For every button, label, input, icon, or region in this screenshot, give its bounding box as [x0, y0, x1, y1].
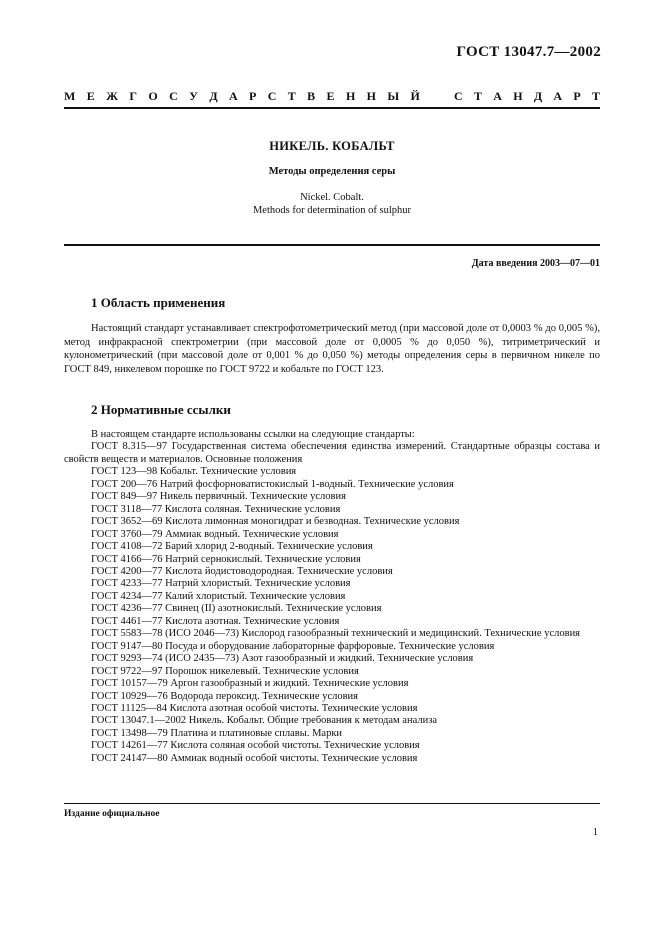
reference-item: ГОСТ 5583—78 (ИСО 2046—73) Кислород газообразный технический и медицинский. Технические условия	[91, 628, 581, 640]
reference-item: ГОСТ 10929—76 Водорода пероксид. Технические условия	[91, 690, 358, 702]
reference-item: ГОСТ 9293—74 (ИСО 2435—73) Азот газообразный и жидкий. Технические условия	[91, 653, 474, 665]
reference-item: ГОСТ 14261—77 Кислота соляная особой чистоты. Технические условия	[91, 740, 420, 752]
section-2-heading: 2 Нормативные ссылки	[91, 402, 231, 417]
section-1-paragraph	[64, 322, 600, 376]
reference-item: ГОСТ 4233—77 Натрий хлористый. Технические условия	[91, 578, 351, 590]
references-intro: В настоящем стандарте использованы ссылки на следующие стандарты:	[91, 429, 415, 440]
reference-item: ГОСТ 4234—77 Калий хлористый. Технические условия	[91, 590, 346, 602]
standard-type-word-2: С Т А Н Д А Р Т	[454, 89, 600, 103]
title-rule	[64, 244, 600, 246]
document-subtitle: Методы определения серы	[268, 166, 396, 177]
reference-item: ГОСТ 3652—69 Кислота лимонная моногидрат и безводная. Технические условия	[91, 516, 460, 528]
reference-item: ГОСТ 3118—77 Кислота соляная. Технические условия	[91, 503, 341, 515]
references-list	[64, 429, 600, 765]
reference-item: ГОСТ 4108—72 Барий хлорид 2-водный. Технические условия	[91, 541, 373, 553]
reference-item: ГОСТ 11125—84 Кислота азотная особой чистоты. Технические условия	[91, 702, 418, 714]
reference-item: ГОСТ 10157—79 Аргон газообразный и жидкий. Технические условия	[91, 678, 409, 690]
reference-item: ГОСТ 13498—79 Платина и платиновые сплавы. Марки	[91, 727, 343, 739]
reference-item: ГОСТ 4236—77 Свинец (II) азотнокислый. Технические условия	[91, 603, 382, 615]
gost-number: ГОСТ 13047.7—2002	[456, 44, 601, 60]
section-1-heading: 1 Область применения	[91, 295, 226, 310]
standard-type-word-1: М Е Ж Г О С У Д А Р С Т В Е Н Н Ы Й	[64, 89, 420, 103]
reference-item: ГОСТ 849—97 Никель первичный. Технические условия	[91, 491, 346, 503]
reference-item: ГОСТ 4461—77 Кислота азотная. Технические условия	[91, 615, 340, 627]
english-title-line-2: Methods for determination of sulphur	[252, 205, 412, 216]
reference-item: ГОСТ 24147—80 Аммиак водный особой чистоты. Технические условия	[91, 752, 418, 764]
official-edition-label: Издание официальное	[64, 809, 160, 819]
reference-item: ГОСТ 123—98 Кобальт. Технические условия	[91, 466, 297, 478]
page-number: 1	[592, 827, 598, 838]
reference-item: ГОСТ 8.315—97 Государственная система обеспечения единства измерений. Стандартные образцы состава и свойств веществ и материалов. Основные положения	[64, 441, 600, 465]
reference-item: ГОСТ 13047.1—2002 Никель. Кобальт. Общие требования к методам анализа	[91, 715, 438, 727]
reference-item: ГОСТ 3760—79 Аммиак водный. Технические условия	[91, 528, 339, 540]
english-title-line-1: Nickel. Cobalt.	[300, 192, 364, 203]
top-rule	[64, 107, 600, 109]
section-1-text: Настоящий стандарт устанавливает спектрофотометрический метод (при массовой доле от 0,0003 % до 0,005 %), метод инфракрасной спектрометрии (при массовой доле от 0,0005 % до 0,050 %), титриметрический и кулонометрический (при массовой доле от 0,001 % до 0,050 %) методы определения серы в первичном никеле по ГОСТ 849, никелевом порошке по ГОСТ 9722 и кобальте по ГОСТ 123.	[64, 323, 600, 375]
document-title: НИКЕЛЬ. КОБАЛЬТ	[269, 139, 395, 153]
footer-rule	[64, 803, 600, 804]
reference-item: ГОСТ 9722—97 Порошок никелевый. Технические условия	[91, 665, 359, 677]
reference-item: ГОСТ 4166—76 Натрий сернокислый. Технические условия	[91, 553, 361, 565]
reference-item: ГОСТ 200—76 Натрий фосфорноватистокислый 1-водный. Технические условия	[91, 478, 454, 490]
standard-type-heading	[64, 89, 600, 104]
reference-item: ГОСТ 4200—77 Кислота йодистоводородная. Технические условия	[91, 565, 393, 577]
reference-item: ГОСТ 9147—80 Посуда и оборудование лабораторные фарфоровые. Технические условия	[91, 640, 495, 652]
introduction-date: Дата введения 2003—07—01	[471, 258, 600, 269]
